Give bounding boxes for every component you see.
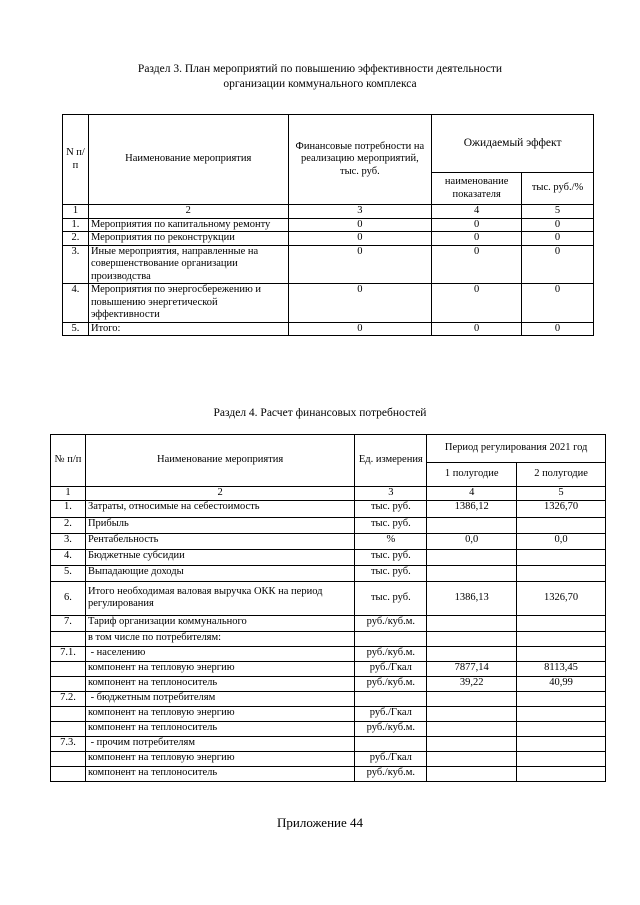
row-value-h1 [427,736,517,751]
row-name: Прибыль [85,517,354,533]
row-value-h2 [517,549,606,565]
table-row [51,691,606,706]
row-unit: тыс. руб. [355,549,427,565]
row-value-h2 [517,691,606,706]
row-value-h1 [427,706,517,721]
row-num: 7. [51,615,86,631]
row-name: Бюджетные субсидии [85,549,354,565]
row-unit: руб./куб.м. [355,676,427,691]
table-row [51,565,606,581]
row-name: Мероприятия по капитальному ремонту [88,218,288,232]
row-value: 0 [522,232,594,246]
row-unit: тыс. руб. [355,581,427,615]
row-unit: руб./куб.м. [355,615,427,631]
row-num: 5. [63,322,89,336]
row-value-h1 [427,766,517,781]
row-finance: 0 [288,218,432,232]
row-value-h2 [517,706,606,721]
row-name: компонент на тепловую энергию [85,751,354,766]
section3-header-effect: Ожидаемый эффект [432,115,594,173]
colnum-cell: 3 [355,487,427,501]
row-name: Рентабельность [85,533,354,549]
row-num [51,631,86,646]
row-value-h2 [517,736,606,751]
row-value-h1 [427,646,517,661]
row-name: компонент на теплоноситель [85,676,354,691]
colnum-cell: 4 [432,205,522,219]
row-value-h2 [517,565,606,581]
table-row [51,706,606,721]
row-finance: 0 [288,322,432,336]
colnum-cell: 3 [288,205,432,219]
row-indicator: 0 [432,232,522,246]
row-num: 2. [63,232,89,246]
section3-header-unit: тыс. руб./% [522,173,594,205]
row-name: компонент на теплоноситель [85,721,354,736]
row-name: компонент на теплоноситель [85,766,354,781]
section4-colnum-row [51,487,606,501]
colnum-cell: 5 [517,487,606,501]
row-num: 7.2. [51,691,86,706]
row-value: 0 [522,245,594,284]
row-num: 2. [51,517,86,533]
row-name: Итого: [88,322,288,336]
section3-header-indicator: наименование показателя [432,173,522,205]
row-value-h2: 1326,70 [517,581,606,615]
row-value-h2: 40,99 [517,676,606,691]
row-value-h1 [427,549,517,565]
row-value-h1 [427,565,517,581]
section4-title: Раздел 4. Расчет финансовых потребностей [213,407,427,419]
row-num: 3. [51,533,86,549]
section4-header-h1: 1 полугодие [427,463,517,487]
row-value-h2: 0,0 [517,533,606,549]
section4-header-h2: 2 полугодие [517,463,606,487]
colnum-cell: 1 [51,487,86,501]
row-value-h2: 1326,70 [517,500,606,517]
table-row [51,661,606,676]
row-unit: руб./Гкал [355,706,427,721]
row-num [51,721,86,736]
row-indicator: 0 [432,284,522,323]
table-row [51,721,606,736]
table-row [51,517,606,533]
table-row [51,549,606,565]
row-indicator: 0 [432,322,522,336]
row-finance: 0 [288,245,432,284]
row-unit [355,631,427,646]
row-name: Иные мероприятия, направленные на совершенствование организации производства [88,245,288,284]
colnum-cell: 5 [522,205,594,219]
section3-header-finance: Финансовые потребности на реализацию мероприятий, тыс. руб. [288,115,432,205]
colnum-cell: 4 [427,487,517,501]
row-unit [355,736,427,751]
table-row [51,500,606,517]
row-num: 5. [51,565,86,581]
table-row [63,245,594,284]
row-value-h1: 1386,13 [427,581,517,615]
row-unit: тыс. руб. [355,565,427,581]
row-num: 6. [51,581,86,615]
section4-header-num: № п/п [51,435,86,487]
row-num [51,766,86,781]
row-num: 4. [51,549,86,565]
row-num: 7.3. [51,736,86,751]
row-name: в том числе по потребителям: [85,631,354,646]
row-value: 0 [522,284,594,323]
row-unit: руб./куб.м. [355,646,427,661]
row-value: 0 [522,322,594,336]
row-value-h1: 39,22 [427,676,517,691]
row-value-h2 [517,615,606,631]
section3-colnum-row [63,205,594,219]
row-value-h2 [517,721,606,736]
row-value-h2 [517,751,606,766]
row-unit: тыс. руб. [355,517,427,533]
table-row [63,218,594,232]
table-row [63,284,594,323]
row-value-h1: 7877,14 [427,661,517,676]
row-value-h2 [517,646,606,661]
row-name: Выпадающие доходы [85,565,354,581]
row-value-h1: 1386,12 [427,500,517,517]
row-name: - населению [85,646,354,661]
colnum-cell: 2 [85,487,354,501]
row-unit: % [355,533,427,549]
row-value-h2 [517,517,606,533]
table-row [51,676,606,691]
appendix-label: Приложение 44 [276,815,364,830]
table-row [51,646,606,661]
row-num [51,751,86,766]
row-name: - бюджетным потребителям [85,691,354,706]
row-num: 3. [63,245,89,284]
row-num: 1. [63,218,89,232]
row-value-h1 [427,691,517,706]
section4-header-unit: Ед. измерения [355,435,427,487]
row-num: 1. [51,500,86,517]
colnum-cell: 2 [88,205,288,219]
table-row [51,736,606,751]
row-finance: 0 [288,232,432,246]
section3-header-num: N п/ п [63,115,89,205]
row-value-h1 [427,517,517,533]
row-unit: руб./куб.м. [355,766,427,781]
row-unit: руб./Гкал [355,661,427,676]
table-row [51,766,606,781]
row-unit: тыс. руб. [355,500,427,517]
section3-title-line2: организации коммунального комплекса [223,78,417,90]
row-num [51,661,86,676]
row-value: 0 [522,218,594,232]
table-row [63,232,594,246]
row-name: Итого необходимая валовая выручка ОКК на период регулирования [85,581,354,615]
row-num: 7.1. [51,646,86,661]
row-value-h1: 0,0 [427,533,517,549]
row-name: Мероприятия по реконструкции [88,232,288,246]
row-value-h1 [427,751,517,766]
section3-table [62,114,594,336]
table-row [51,581,606,615]
row-num [51,676,86,691]
row-name: Тариф организации коммунального [85,615,354,631]
colnum-cell: 1 [63,205,89,219]
row-value-h2 [517,631,606,646]
table-row [51,615,606,631]
row-unit [355,691,427,706]
section4-table [50,434,606,782]
row-num: 4. [63,284,89,323]
row-name: компонент на тепловую энергию [85,661,354,676]
table-row [51,751,606,766]
section3-header-name: Наименование мероприятия [88,115,288,205]
table-row [63,322,594,336]
section3-title [0,62,640,92]
section4-header-period: Период регулирования 2021 год [427,435,606,463]
row-value-h1 [427,615,517,631]
row-finance: 0 [288,284,432,323]
row-value-h1 [427,631,517,646]
row-value-h2 [517,766,606,781]
row-value-h2: 8113,45 [517,661,606,676]
row-unit: руб./Гкал [355,751,427,766]
row-name: Мероприятия по энергосбережению и повышению энергетической эффективности [88,284,288,323]
row-name: - прочим потребителям [85,736,354,751]
table-row [51,631,606,646]
table-row [51,533,606,549]
section3-title-line1: Раздел 3. План мероприятий по повышению эффективности деятельности [137,63,503,75]
row-name: компонент на тепловую энергию [85,706,354,721]
row-name: Затраты, относимые на себестоимость [85,500,354,517]
row-num [51,706,86,721]
row-value-h1 [427,721,517,736]
row-indicator: 0 [432,218,522,232]
row-unit: руб./куб.м. [355,721,427,736]
section4-header-name: Наименование мероприятия [85,435,354,487]
row-indicator: 0 [432,245,522,284]
